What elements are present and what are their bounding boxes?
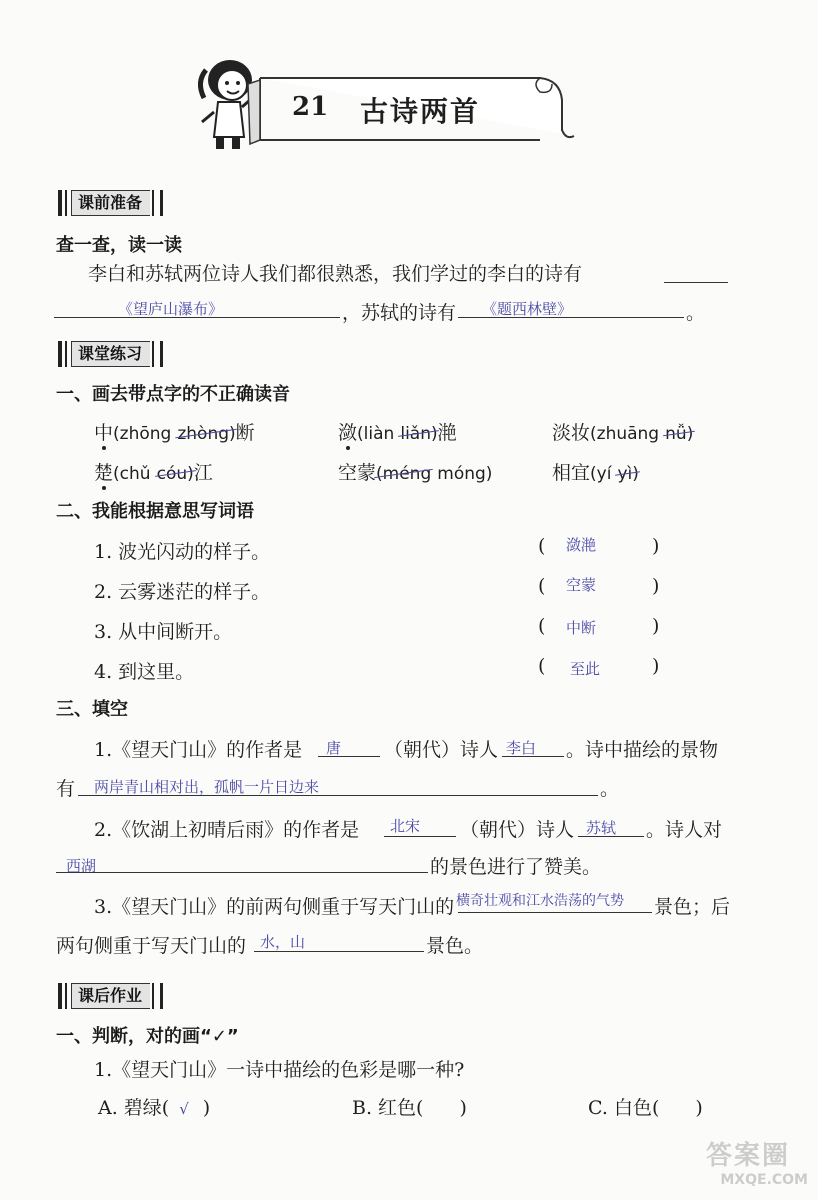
q2-answer-3: 中断 <box>566 619 597 637</box>
q3-s2-dynasty: 北宋 <box>390 817 421 835</box>
q2-item-2: 2. 云雾迷茫的样子。 <box>94 581 271 603</box>
option-c: C. 白色( ) <box>588 1097 703 1119</box>
q1-title: 一、画去带点字的不正确读音 <box>56 384 290 405</box>
answer-sushi-poem: 《题西林壁》 <box>482 300 573 318</box>
q3-s3-answer2: 水，山 <box>260 933 306 951</box>
watermark-logo: 答案圈 MXQE.COM <box>706 1141 808 1188</box>
q3-s1-a: 1.《望天门山》的作者是 <box>94 739 303 761</box>
q2-paren-open-1: ( <box>538 535 546 557</box>
lesson-title: 古诗两首 <box>360 95 481 128</box>
q2-answer-4: 至此 <box>570 660 601 678</box>
q2-paren-open-3: ( <box>538 615 546 637</box>
q2-title: 二、我能根据意思写词语 <box>56 501 254 522</box>
q3-s2-poet: 苏轼 <box>586 819 617 837</box>
lesson-number: 21 <box>292 92 329 122</box>
q3-s2-place: 西湖 <box>66 857 97 875</box>
answer-libai-poem: 《望庐山瀑布》 <box>118 300 224 318</box>
pinyin-item-2: 潋(liàn liǎn)滟 <box>338 422 457 444</box>
q3-title: 三、填空 <box>56 699 128 720</box>
q2-paren-close-1: ) <box>652 535 660 557</box>
q3-s2-d: 的景色进行了赞美。 <box>430 856 602 878</box>
q2-paren-open-2: ( <box>538 575 546 597</box>
q2-paren-close-3: ) <box>652 615 660 637</box>
q3-s1-dynasty: 唐 <box>326 739 342 757</box>
q3-s3-d: 景色。 <box>426 935 484 957</box>
q3-s1-d: 有 <box>56 778 76 800</box>
q3-s2-a: 2.《饮湖上初晴后雨》的作者是 <box>94 819 360 841</box>
q3-s3-c: 两句侧重于写天门山的 <box>56 935 247 957</box>
pre-class-line1: 李白和苏轼两位诗人我们都很熟悉，我们学过的李白的诗有 <box>88 263 583 285</box>
section-header-after-class: 课后作业 <box>58 982 163 1010</box>
q2-paren-open-4: ( <box>538 655 546 677</box>
q3-s1-scene: 两岸青山相对出，孤帆一片日边来 <box>94 778 320 796</box>
q3-s2-b: （朝代）诗人 <box>460 819 575 841</box>
q2-paren-close-2: ) <box>652 575 660 597</box>
q2-item-3: 3. 从中间断开。 <box>94 621 233 643</box>
option-a-mark: √ <box>179 1100 189 1118</box>
after-q1-title: 一、判断，对的画“✓” <box>56 1026 239 1047</box>
pinyin-item-4: 楚(chǔ cóu)江 <box>94 462 213 484</box>
pre-class-mid: ，苏轼的诗有 <box>342 302 457 324</box>
section-header-in-class: 课堂练习 <box>58 340 163 368</box>
q2-item-1: 1. 波光闪动的样子。 <box>94 541 271 563</box>
pre-class-subtitle: 查一查，读一读 <box>56 235 182 256</box>
q3-s3-answer: 横奇壮观和江水浩荡的气势 <box>456 893 624 909</box>
q3-s1-b: （朝代）诗人 <box>384 739 499 761</box>
q3-s3-b: 景色；后 <box>654 896 731 918</box>
pinyin-item-3: 淡妆(zhuāng nǚ) <box>552 422 694 444</box>
q3-s1-end: 。 <box>600 778 620 800</box>
q3-s2-c: 。诗人对 <box>646 819 723 841</box>
q2-item-4: 4. 到这里。 <box>94 661 195 683</box>
q3-s1-poet: 李白 <box>506 739 537 757</box>
q2-answer-1: 潋滟 <box>566 536 597 554</box>
q3-s1-c: 。诗中描绘的景物 <box>566 739 719 761</box>
option-b: B. 红色( ) <box>352 1097 467 1119</box>
pinyin-item-5: 空蒙(méng móng) <box>338 462 493 484</box>
pinyin-item-1: 中(zhōng zhòng)断 <box>94 422 255 444</box>
q2-answer-2: 空蒙 <box>566 576 597 594</box>
option-a: A. 碧绿( √ ) <box>98 1097 211 1119</box>
q2-paren-close-4: ) <box>652 655 660 677</box>
q3-s3-a: 3.《望天门山》的前两句侧重于写天门山的 <box>94 896 455 918</box>
pinyin-item-6: 相宜(yí yì) <box>552 462 639 484</box>
after-q1-text: 1.《望天门山》一诗中描绘的色彩是哪一种? <box>94 1059 465 1081</box>
pre-class-end: 。 <box>686 302 706 324</box>
section-header-pre-class: 课前准备 <box>58 189 163 217</box>
